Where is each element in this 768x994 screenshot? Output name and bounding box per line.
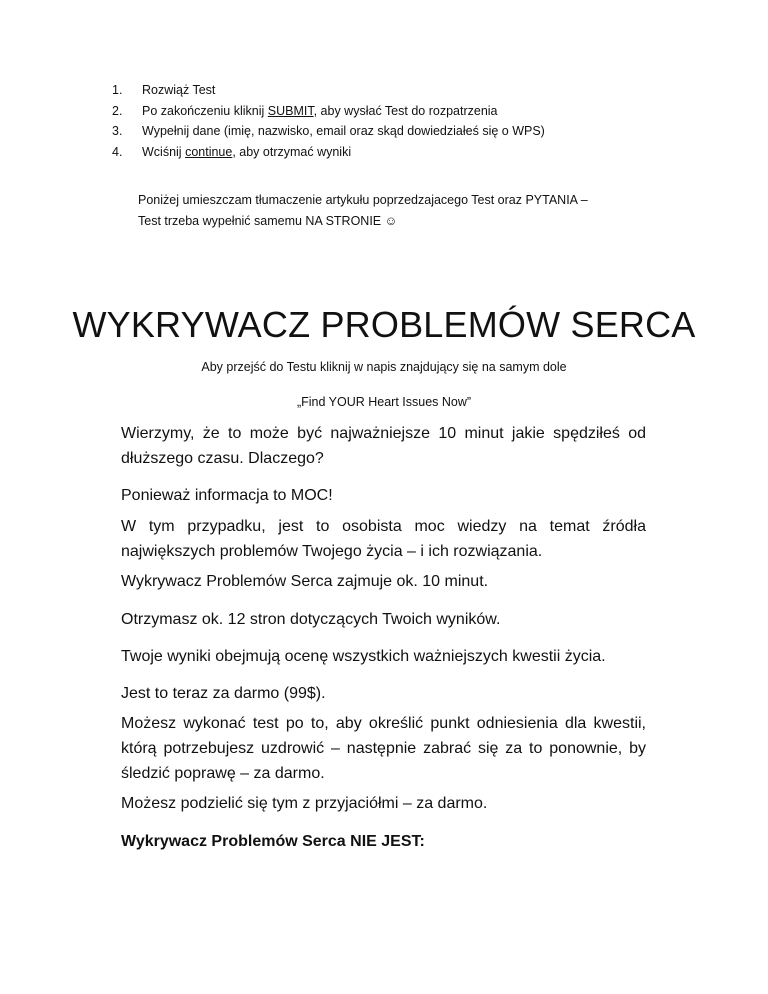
list-number: 3. [112, 124, 123, 138]
list-item-text-before: Po zakończeniu kliknij [142, 103, 268, 118]
paragraph: W tym przypadku, jest to osobista moc wiedzy na temat źródła największych problemów Twojego życia – i ich rozwiązania. [121, 518, 646, 560]
paragraph: Wierzymy, że to może być najważniejsze 10 minut jakie spędziłeś od dłuższego czasu. Dlaczego? [121, 425, 646, 467]
list-number: 2. [112, 103, 123, 118]
translator-note [138, 190, 588, 231]
list-item-text: Rozwiąż Test [142, 83, 216, 97]
list-item-text: Wypełnij dane (imię, nazwisko, email oraz skąd dowiedziałeś się o WPS) [142, 124, 545, 138]
list-item [112, 142, 545, 163]
paragraph: Wykrywacz Problemów Serca zajmuje ok. 10 minut. [121, 573, 489, 590]
subtitle-instruction: Aby przejść do Testu kliknij w napis znajdujący się na samym dole [201, 360, 567, 374]
note-line: Test trzeba wypełnić samemu NA STRONIE ☺ [138, 213, 398, 228]
list-number: 4. [112, 144, 123, 159]
list-item [112, 80, 545, 101]
list-item-text-after: , aby otrzymać wyniki [232, 144, 352, 159]
section-heading: Wykrywacz Problemów Serca NIE JEST: [121, 833, 425, 850]
list-item-text-after: , aby wysłać Test do rozpatrzenia [313, 103, 498, 118]
paragraph: Otrzymasz ok. 12 stron dotyczących Twoich wyników. [121, 611, 501, 628]
paragraph: Ponieważ informacja to MOC! [121, 487, 333, 504]
list-number: 1. [112, 83, 123, 97]
subtitle-link-name: „Find YOUR Heart Issues Now” [296, 395, 472, 409]
paragraph: Jest to teraz za darmo (99$). [121, 685, 326, 702]
continue-link[interactable]: continue [185, 144, 233, 159]
instructions-list [112, 80, 545, 162]
page-title: WYKRYWACZ PROBLEMÓW SERCA [72, 304, 696, 345]
list-item [112, 121, 545, 142]
submit-link[interactable]: SUBMIT [267, 103, 314, 118]
note-line: Poniżej umieszczam tłumaczenie artykułu poprzedzajacego Test oraz PYTANIA – [138, 193, 588, 207]
paragraph: Możesz wykonać test po to, aby określić punkt odniesienia dla kwestii, którą potrzebujesz uzdrowić – następnie zabrać się za to ponownie, by śledzić poprawę – za darmo. [121, 715, 646, 782]
list-item-text-before: Wciśnij [142, 144, 186, 159]
paragraph: Twoje wyniki obejmują ocenę wszystkich ważniejszych kwestii życia. [121, 648, 606, 665]
paragraph: Możesz podzielić się tym z przyjaciółmi – za darmo. [121, 795, 488, 812]
list-item [112, 101, 545, 122]
